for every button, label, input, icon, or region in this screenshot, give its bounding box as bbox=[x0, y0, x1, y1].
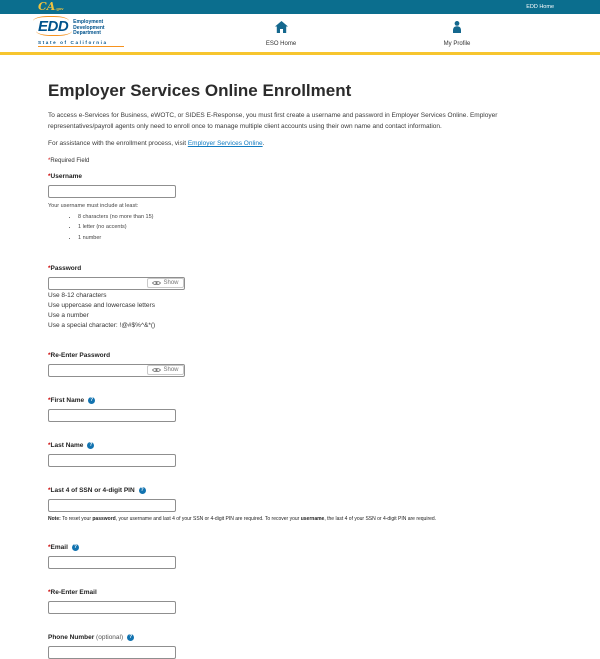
first-name-label: *First Name ? bbox=[48, 396, 94, 404]
required-star: * bbox=[48, 351, 51, 359]
username-field-group bbox=[48, 173, 556, 241]
password-field-group bbox=[48, 265, 556, 330]
reenter-email-field-group bbox=[48, 589, 556, 614]
person-icon bbox=[452, 21, 462, 33]
reenter-password-input-wrapper bbox=[48, 364, 185, 377]
username-requirement-item: • 8 characters (no more than 15) bbox=[78, 214, 556, 220]
username-input[interactable] bbox=[48, 185, 176, 198]
employer-services-online-link[interactable]: Employer Services Online bbox=[187, 140, 263, 147]
question-icon[interactable]: ? bbox=[89, 441, 93, 448]
first-name-input[interactable] bbox=[48, 409, 176, 422]
show-password-button[interactable]: Show bbox=[147, 278, 183, 288]
required-star: * bbox=[48, 543, 51, 551]
last-name-input[interactable] bbox=[48, 454, 176, 467]
edd-logo-acronym: EDD bbox=[38, 19, 68, 34]
first-name-field-group bbox=[48, 397, 556, 422]
intro-paragraph: To access e-Services for Business, eWOTC, or SIDES E-Response, you must first create a username and password in Employer Services Online. Employer representatives/payroll agents only need to enroll once to manage multiple client accounts using their own name and contact information. bbox=[48, 112, 498, 130]
required-star: * bbox=[48, 158, 51, 164]
show-reenter-password-button[interactable]: Show bbox=[147, 365, 183, 375]
edd-logo-department-text: Employment Development Department bbox=[73, 19, 105, 36]
nav-my-profile[interactable] bbox=[422, 20, 492, 47]
email-field-group bbox=[48, 544, 556, 569]
password-rule: Use uppercase and lowercase letters bbox=[48, 302, 155, 309]
edd-swoosh-bottom-decoration bbox=[36, 26, 72, 36]
required-star: * bbox=[48, 173, 51, 180]
page-title: Employer Services Online Enrollment bbox=[48, 81, 352, 100]
nav-eso-home[interactable] bbox=[246, 20, 316, 47]
required-star: * bbox=[48, 441, 51, 449]
username-requirement-item: • 1 letter (no accents) bbox=[78, 224, 556, 230]
required-star: * bbox=[48, 264, 51, 272]
phone-field-group bbox=[48, 634, 556, 659]
assistance-paragraph: For assistance with the enrollment process, visit Employer Services Online. bbox=[48, 140, 265, 147]
ca-gov-logo[interactable]: CA.gov bbox=[38, 0, 64, 13]
reenter-email-input[interactable] bbox=[48, 601, 176, 614]
nav-my-profile-label: My Profile bbox=[443, 41, 471, 47]
password-rule: Use 8-12 characters bbox=[48, 292, 107, 299]
site-header bbox=[0, 14, 600, 55]
required-star: * bbox=[48, 588, 51, 596]
edd-home-link[interactable]: EDD Home bbox=[526, 4, 554, 10]
email-label: *Email ? bbox=[48, 543, 77, 551]
username-requirements-list bbox=[78, 214, 556, 241]
eye-icon bbox=[152, 367, 161, 373]
password-rule: Use a number bbox=[48, 312, 89, 319]
reenter-password-field-group bbox=[48, 352, 556, 377]
required-star: * bbox=[48, 396, 51, 404]
ssn-pin-field-group bbox=[48, 487, 556, 522]
phone-optional-text: (optional) bbox=[96, 633, 124, 641]
eye-icon bbox=[152, 280, 161, 286]
last-name-label: *Last Name ? bbox=[48, 441, 93, 449]
phone-label: Phone Number (optional) ? bbox=[48, 633, 133, 641]
ca-gov-logo-text: CA bbox=[38, 0, 56, 13]
question-icon[interactable]: ? bbox=[140, 486, 144, 493]
username-requirement-item: • 1 number bbox=[78, 235, 556, 241]
utility-bar bbox=[0, 0, 600, 14]
reenter-email-label: *Re-Enter Email bbox=[48, 588, 97, 596]
main-content bbox=[0, 55, 600, 659]
home-icon bbox=[275, 21, 288, 33]
ssn-pin-input[interactable] bbox=[48, 499, 176, 512]
edd-logo[interactable] bbox=[38, 19, 124, 47]
edd-swoosh-top-decoration bbox=[33, 16, 69, 26]
required-field-note: *Required Field bbox=[48, 158, 90, 164]
reenter-password-label: *Re-Enter Password bbox=[48, 351, 111, 359]
last-name-field-group bbox=[48, 442, 556, 467]
ssn-pin-label: *Last 4 of SSN or 4-digit PIN ? bbox=[48, 486, 144, 494]
password-label: *Password bbox=[48, 264, 82, 272]
username-hint-title: Your username must include at least: bbox=[48, 203, 139, 209]
question-icon[interactable]: ? bbox=[129, 633, 133, 640]
password-input-wrapper bbox=[48, 277, 185, 290]
password-rule: Use a special character: !@#$%^&*() bbox=[48, 322, 156, 329]
edd-logo-tagline: State of California bbox=[38, 40, 124, 48]
phone-input[interactable] bbox=[48, 646, 176, 659]
required-star: * bbox=[48, 486, 51, 494]
username-label: *Username bbox=[48, 173, 82, 180]
question-icon[interactable]: ? bbox=[73, 543, 77, 550]
nav-eso-home-label: ESO Home bbox=[265, 41, 297, 47]
email-input[interactable] bbox=[48, 556, 176, 569]
question-icon[interactable]: ? bbox=[90, 396, 94, 403]
ssn-pin-note: Note: To reset your password, your username and last 4 of your SSN or 4-digit PIN are required. To recover your username, the last 4 of your SSN or 4-digit PIN are required. bbox=[48, 515, 437, 522]
